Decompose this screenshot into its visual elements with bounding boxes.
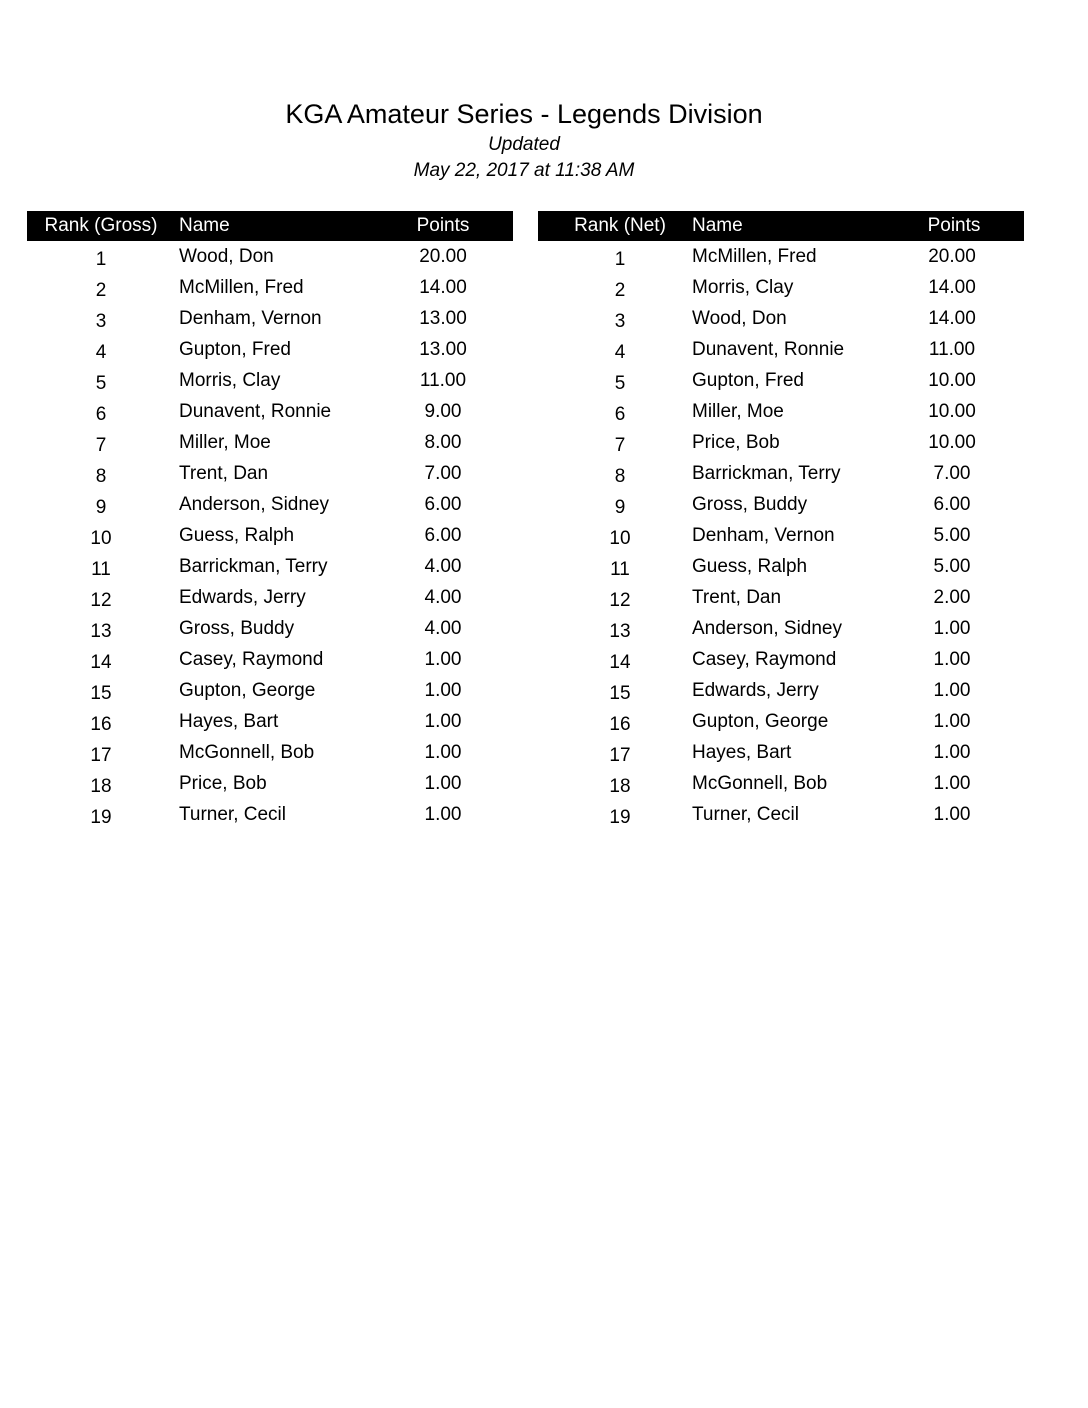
rank-cell: 2 — [95, 280, 107, 301]
column-header-points: Points — [927, 215, 981, 236]
name-cell: Casey, Raymond — [692, 649, 837, 670]
rank-cell: 16 — [90, 714, 112, 735]
points-cell: 14.00 — [928, 308, 976, 329]
name-cell: Gupton, George — [179, 680, 316, 701]
table-row — [27, 737, 513, 768]
rank-cell: 12 — [609, 590, 631, 611]
table-row — [538, 241, 1024, 272]
points-cell: 13.00 — [419, 308, 467, 329]
rank-cell: 19 — [609, 807, 631, 828]
rank-cell: 14 — [90, 652, 112, 673]
column-header-name: Name — [692, 215, 743, 236]
rank-cell: 5 — [614, 373, 626, 394]
name-cell: Dunavent, Ronnie — [179, 401, 332, 422]
rank-cell: 19 — [90, 807, 112, 828]
table-row — [27, 303, 513, 334]
name-cell: Denham, Vernon — [692, 525, 835, 546]
rank-cell: 6 — [614, 404, 626, 425]
table-row — [538, 489, 1024, 520]
updated-label: Updated — [488, 134, 560, 155]
name-cell: Morris, Clay — [179, 370, 281, 391]
points-cell: 1.00 — [424, 773, 462, 794]
points-cell: 11.00 — [419, 370, 467, 391]
points-cell: 1.00 — [933, 773, 971, 794]
rank-cell: 5 — [95, 373, 107, 394]
rank-cell: 1 — [95, 249, 107, 270]
rank-cell: 7 — [95, 435, 107, 456]
points-cell: 6.00 — [424, 494, 462, 515]
table-row — [27, 365, 513, 396]
table-row — [27, 458, 513, 489]
rank-cell: 18 — [90, 776, 112, 797]
rank-cell: 15 — [609, 683, 631, 704]
name-cell: Gupton, George — [692, 711, 829, 732]
points-cell: 5.00 — [933, 525, 971, 546]
table-row — [538, 334, 1024, 365]
rank-cell: 16 — [609, 714, 631, 735]
points-cell: 5.00 — [933, 556, 971, 577]
name-cell: McMillen, Fred — [179, 277, 304, 298]
points-cell: 1.00 — [933, 680, 971, 701]
rank-cell: 12 — [90, 590, 112, 611]
points-cell: 10.00 — [928, 432, 976, 453]
table-row — [27, 241, 513, 272]
name-cell: Anderson, Sidney — [179, 494, 329, 515]
points-cell: 9.00 — [424, 401, 462, 422]
rank-cell: 3 — [95, 311, 107, 332]
rank-cell: 3 — [614, 311, 626, 332]
points-cell: 11.00 — [928, 339, 976, 360]
name-cell: Barrickman, Terry — [179, 556, 328, 577]
rank-cell: 15 — [90, 683, 112, 704]
net-table-header — [538, 211, 1024, 241]
table-row — [27, 675, 513, 706]
rank-cell: 13 — [609, 621, 631, 642]
column-header-rank-gross: Rank (Gross) — [44, 215, 158, 236]
name-cell: Price, Bob — [179, 773, 267, 794]
rank-cell: 17 — [90, 745, 112, 766]
rank-cell: 11 — [91, 559, 111, 580]
rank-cell: 8 — [614, 466, 626, 487]
rank-cell: 8 — [95, 466, 107, 487]
rank-cell: 9 — [95, 497, 107, 518]
table-row — [538, 365, 1024, 396]
rank-cell: 9 — [614, 497, 626, 518]
points-cell: 20.00 — [928, 246, 976, 267]
rank-cell: 11 — [610, 559, 630, 580]
column-header-name: Name — [179, 215, 230, 236]
name-cell: Anderson, Sidney — [692, 618, 842, 639]
name-cell: Turner, Cecil — [692, 804, 799, 825]
table-row — [538, 427, 1024, 458]
points-cell: 6.00 — [933, 494, 971, 515]
table-row — [538, 272, 1024, 303]
points-cell: 10.00 — [928, 370, 976, 391]
table-row — [27, 334, 513, 365]
name-cell: Gross, Buddy — [179, 618, 295, 639]
table-row — [538, 582, 1024, 613]
gross-standings-table — [27, 211, 513, 830]
points-cell: 7.00 — [424, 463, 462, 484]
table-row — [538, 768, 1024, 799]
points-cell: 1.00 — [933, 804, 971, 825]
net-table-body — [538, 241, 1024, 830]
points-cell: 1.00 — [424, 742, 462, 763]
name-cell: Morris, Clay — [692, 277, 794, 298]
points-cell: 1.00 — [424, 711, 462, 732]
rank-cell: 1 — [614, 249, 626, 270]
points-cell: 20.00 — [419, 246, 467, 267]
updated-timestamp: May 22, 2017 at 11:38 AM — [413, 160, 635, 181]
table-row — [27, 613, 513, 644]
points-cell: 4.00 — [424, 556, 462, 577]
name-cell: Edwards, Jerry — [692, 680, 819, 701]
table-row — [27, 551, 513, 582]
report-header — [0, 96, 1048, 184]
points-cell: 13.00 — [419, 339, 467, 360]
name-cell: Price, Bob — [692, 432, 780, 453]
points-cell: 1.00 — [933, 711, 971, 732]
gross-table-header — [27, 211, 513, 241]
table-row — [27, 799, 513, 830]
points-cell: 1.00 — [933, 742, 971, 763]
name-cell: Wood, Don — [179, 246, 274, 267]
points-cell: 1.00 — [424, 649, 462, 670]
points-cell: 7.00 — [933, 463, 971, 484]
points-cell: 10.00 — [928, 401, 976, 422]
points-cell: 2.00 — [933, 587, 971, 608]
table-row — [538, 458, 1024, 489]
points-cell: 4.00 — [424, 587, 462, 608]
table-row — [538, 737, 1024, 768]
table-row — [538, 613, 1024, 644]
rank-cell: 4 — [614, 342, 626, 363]
rank-cell: 2 — [614, 280, 626, 301]
points-cell: 1.00 — [424, 804, 462, 825]
table-row — [538, 675, 1024, 706]
rank-cell: 7 — [614, 435, 626, 456]
table-row — [27, 520, 513, 551]
table-row — [538, 303, 1024, 334]
table-row — [538, 644, 1024, 675]
name-cell: McMillen, Fred — [692, 246, 817, 267]
table-row — [27, 489, 513, 520]
name-cell: Dunavent, Ronnie — [692, 339, 845, 360]
name-cell: Trent, Dan — [179, 463, 269, 484]
name-cell: Barrickman, Terry — [692, 463, 841, 484]
points-cell: 1.00 — [933, 649, 971, 670]
points-cell: 1.00 — [424, 680, 462, 701]
rank-cell: 10 — [609, 528, 631, 549]
name-cell: Miller, Moe — [692, 401, 784, 422]
name-cell: Gupton, Fred — [692, 370, 804, 391]
table-row — [27, 582, 513, 613]
points-cell: 6.00 — [424, 525, 462, 546]
points-cell: 1.00 — [933, 618, 971, 639]
points-cell: 4.00 — [424, 618, 462, 639]
name-cell: Guess, Ralph — [179, 525, 295, 546]
rank-cell: 4 — [95, 342, 107, 363]
rank-cell: 10 — [90, 528, 112, 549]
table-row — [538, 551, 1024, 582]
name-cell: Wood, Don — [692, 308, 787, 329]
table-row — [27, 644, 513, 675]
name-cell: McGonnell, Bob — [692, 773, 828, 794]
name-cell: Denham, Vernon — [179, 308, 322, 329]
table-row — [538, 799, 1024, 830]
name-cell: Casey, Raymond — [179, 649, 324, 670]
table-row — [538, 396, 1024, 427]
rank-cell: 13 — [90, 621, 112, 642]
table-row — [538, 706, 1024, 737]
page-title: KGA Amateur Series - Legends Division — [285, 99, 763, 129]
name-cell: Hayes, Bart — [179, 711, 279, 732]
name-cell: Miller, Moe — [179, 432, 271, 453]
rank-cell: 18 — [609, 776, 631, 797]
points-cell: 8.00 — [424, 432, 462, 453]
gross-table-body — [27, 241, 513, 830]
name-cell: Hayes, Bart — [692, 742, 792, 763]
column-header-rank-net: Rank (Net) — [574, 215, 666, 236]
rank-cell: 6 — [95, 404, 107, 425]
points-cell: 14.00 — [419, 277, 467, 298]
table-row — [27, 396, 513, 427]
table-row — [538, 520, 1024, 551]
table-row — [27, 706, 513, 737]
name-cell: McGonnell, Bob — [179, 742, 315, 763]
net-standings-table — [538, 211, 1024, 830]
column-header-points: Points — [416, 215, 470, 236]
points-cell: 14.00 — [928, 277, 976, 298]
name-cell: Turner, Cecil — [179, 804, 286, 825]
name-cell: Gupton, Fred — [179, 339, 291, 360]
table-row — [27, 768, 513, 799]
name-cell: Gross, Buddy — [692, 494, 808, 515]
rank-cell: 14 — [609, 652, 631, 673]
table-row — [27, 427, 513, 458]
name-cell: Edwards, Jerry — [179, 587, 306, 608]
rank-cell: 17 — [609, 745, 631, 766]
name-cell: Trent, Dan — [692, 587, 782, 608]
table-row — [27, 272, 513, 303]
name-cell: Guess, Ralph — [692, 556, 808, 577]
